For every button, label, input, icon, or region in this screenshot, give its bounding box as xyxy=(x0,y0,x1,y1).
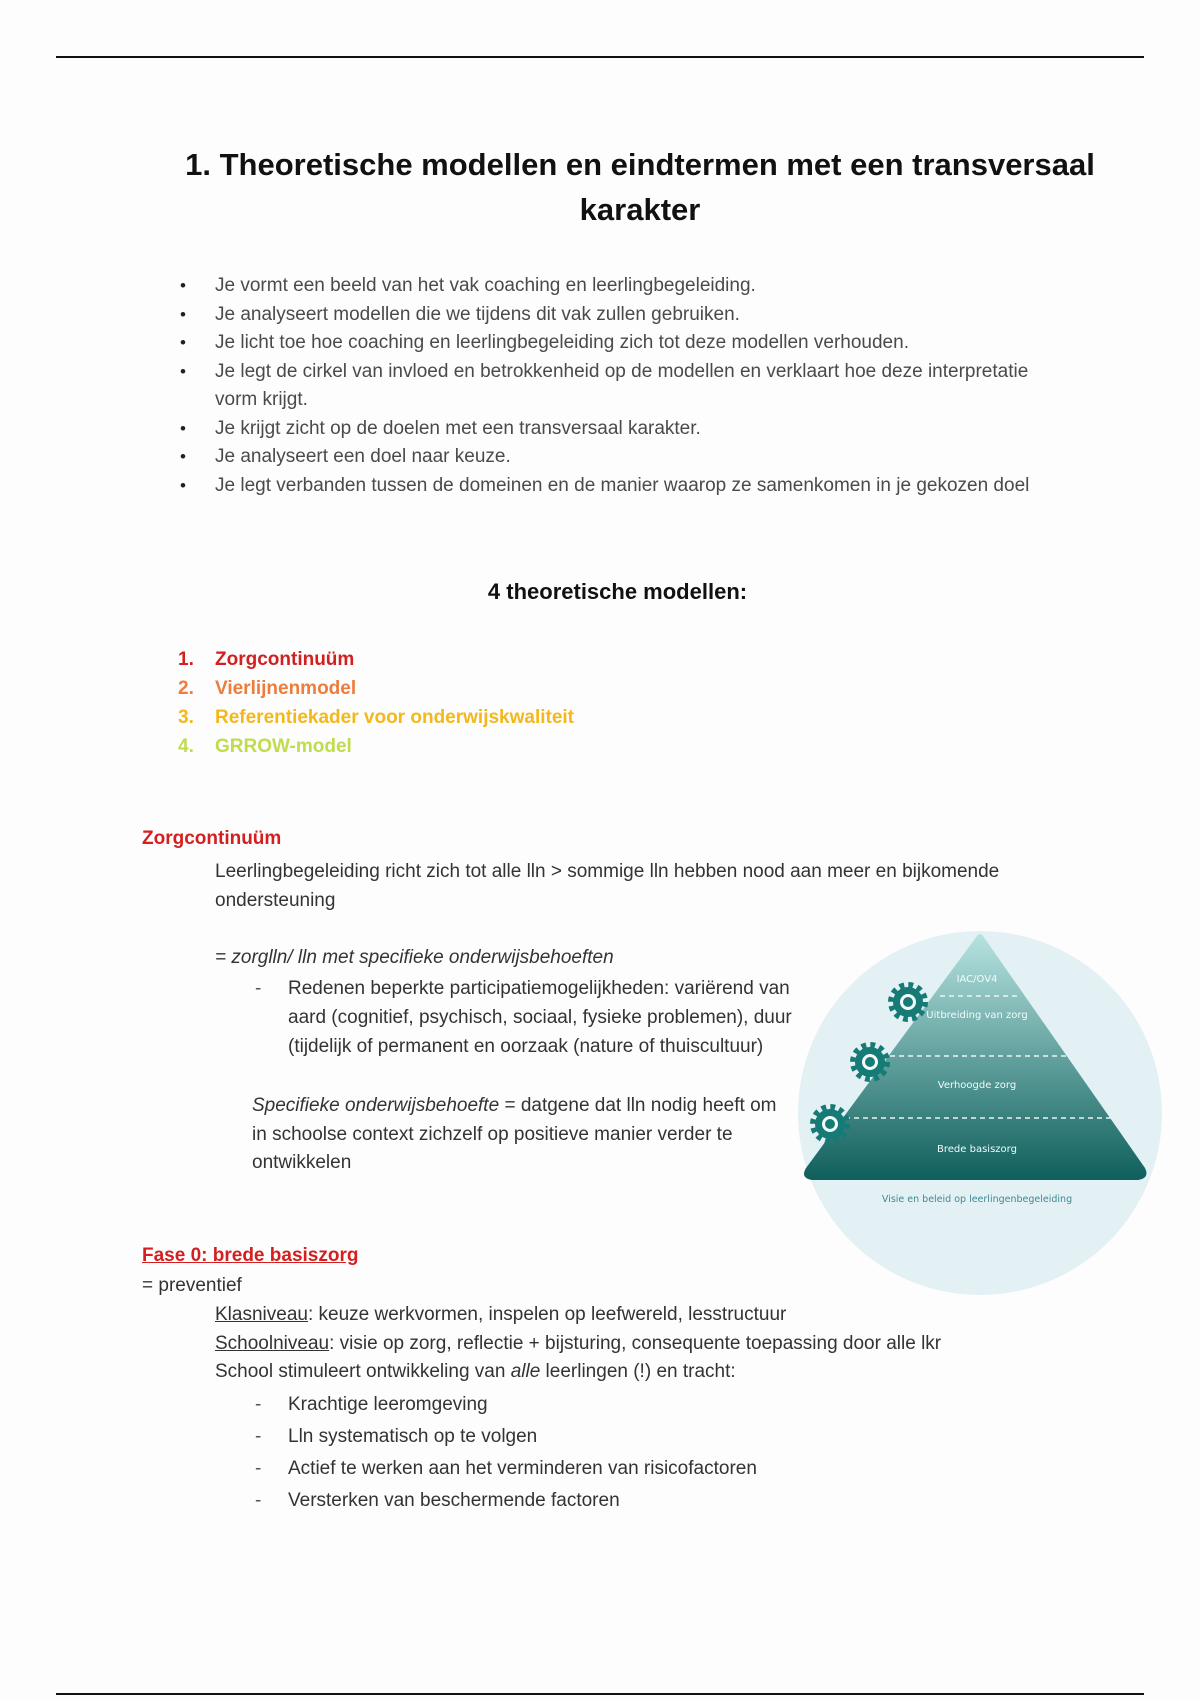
model-number: 1. xyxy=(178,649,194,670)
goal-item: - Krachtige leeromgeving xyxy=(252,1389,1052,1421)
pyramid-level-4: Brede basiszorg xyxy=(937,1144,1017,1155)
fase0-preventive: = preventief xyxy=(142,1275,242,1296)
zorgcontinuum-intro: Leerlingbegeleiding richt zich tot alle lln > sommige lln hebben nood aan meer en bijkomende ondersteuning xyxy=(215,861,1000,911)
objective-item: • Je analyseert een doel naar keuze. xyxy=(178,443,1058,472)
zorgcontinuum-heading: Zorgcontinuüm xyxy=(142,828,282,849)
zorgcontinuum-pyramid-figure xyxy=(790,930,1170,1300)
school-stimulates-line xyxy=(215,1358,1115,1387)
pyramid-level-1: IAC/OV4 xyxy=(956,974,998,985)
page-title: 1. Theoretische modellen en eindtermen met een transversaal karakter xyxy=(185,147,1095,227)
klasniveau-line xyxy=(215,1301,1115,1330)
stim-text: leerlingen (!) en tracht: xyxy=(540,1361,736,1382)
objective-item: • Je vormt een beeld van het vak coaching en leerlingbegeleiding. xyxy=(178,272,1058,301)
models-heading: 4 theoretische modellen: xyxy=(487,579,748,604)
fase0-goals-list xyxy=(252,1389,1052,1517)
objectives-list xyxy=(178,272,1058,500)
reason-item: - Redenen beperkte participatiemogelijkheden: variërend van aard (cognitief, psychisch, sociaal, fysieke problemen), duur (tijdelijk of permanent en oorzaak (nature of thuiscultuur) xyxy=(252,974,792,1061)
specific-need-term: Specifieke onderwijsbehoefte xyxy=(252,1095,500,1116)
fase0-heading: Fase 0: brede basiszorg xyxy=(142,1245,359,1266)
model-number: 2. xyxy=(178,678,194,699)
objective-item: • Je krijgt zicht op de doelen met een transversaal karakter. xyxy=(178,415,1058,444)
model-item-2 xyxy=(178,674,574,703)
top-rule xyxy=(56,56,1144,58)
objective-item: • Je analyseert modellen die we tijdens dit vak zullen gebruiken. xyxy=(178,301,1058,330)
model-number: 4. xyxy=(178,736,194,757)
stim-emphasis: alle xyxy=(510,1361,541,1382)
models-list xyxy=(178,645,574,761)
pyramid-base-caption: Visie en beleid op leerlingenbegeleiding xyxy=(881,1194,1073,1205)
specific-need-text: = datgene dat lln nodig heeft om in schoolse context zichzelf op positieve manier verder te ontwikkelen xyxy=(252,1095,777,1173)
goal-item: - Lln systematisch op te volgen xyxy=(252,1421,1052,1453)
gear-icon xyxy=(854,1046,886,1078)
schoolniveau-text: : visie op zorg, reflectie + bijsturing, consequente toepassing door alle lkr xyxy=(329,1333,942,1354)
schoolniveau-line xyxy=(215,1330,1175,1359)
zorgcontinuum-definition: = zorglln/ lln met specifieke onderwijsbehoeften xyxy=(215,947,614,968)
model-label: Zorgcontinuüm xyxy=(215,649,355,670)
model-item-4 xyxy=(178,732,574,761)
objective-item: • Je legt de cirkel van invloed en betrokkenheid op de modellen en verklaart hoe deze interpretatie vorm krijgt. xyxy=(178,358,1058,415)
objective-item: • Je legt verbanden tussen de domeinen en de manier waarop ze samenkomen in je gekozen doel xyxy=(178,472,1058,501)
schoolniveau-label: Schoolniveau xyxy=(215,1333,330,1354)
stim-text: School stimuleert ontwikkeling van xyxy=(215,1361,511,1382)
goal-item: - Versterken van beschermende factoren xyxy=(252,1485,1052,1517)
model-item-3 xyxy=(178,703,574,732)
pyramid-level-3: Verhoogde zorg xyxy=(937,1080,1017,1091)
objective-item: • Je licht toe hoe coaching en leerlingbegeleiding zich tot deze modellen verhouden. xyxy=(178,329,1058,358)
gear-icon xyxy=(892,986,924,1018)
model-number: 3. xyxy=(178,707,194,728)
model-label: Referentiekader voor onderwijskwaliteit xyxy=(215,707,575,728)
reasons-list xyxy=(252,974,792,1061)
goal-item: - Actief te werken aan het verminderen van risicofactoren xyxy=(252,1453,1052,1485)
specific-need-definition xyxy=(252,1092,792,1178)
klasniveau-text: : keuze werkvormen, inspelen op leefwereld, lesstructuur xyxy=(307,1304,787,1325)
klasniveau-label: Klasniveau xyxy=(215,1304,308,1325)
pyramid-level-2: Uitbreiding van zorg xyxy=(926,1010,1028,1021)
model-item-1 xyxy=(178,645,574,674)
gear-icon xyxy=(814,1108,846,1140)
bottom-rule xyxy=(56,1693,1144,1695)
model-label: GRROW-model xyxy=(215,736,352,757)
model-label: Vierlijnenmodel xyxy=(215,678,357,699)
